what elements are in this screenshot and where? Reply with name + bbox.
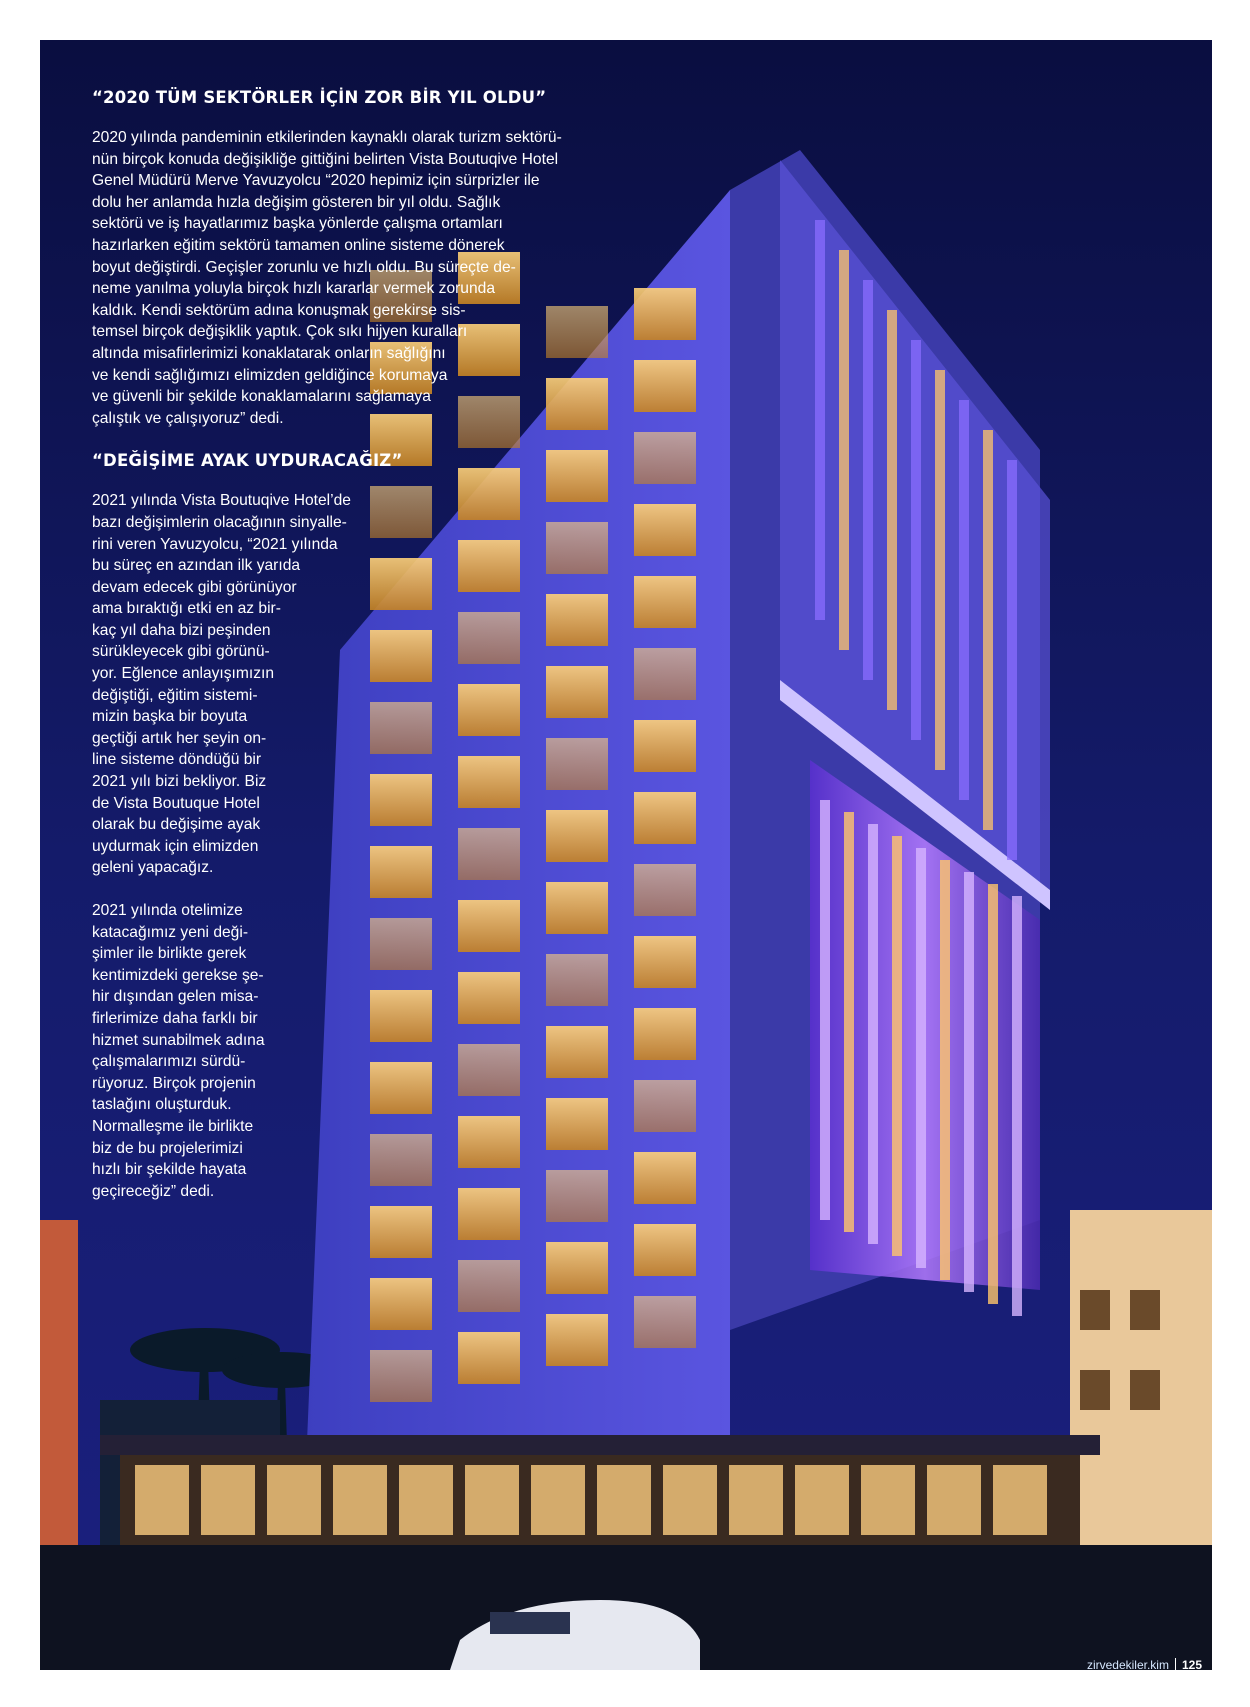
article-text [92,88,672,1202]
right-building-window [1130,1370,1160,1410]
facade-fin [887,310,897,710]
right-building-window [1080,1290,1110,1330]
right-building-window [1130,1290,1160,1330]
ground-window [333,1465,387,1535]
facade-fin [892,836,902,1256]
right-building-window [1080,1370,1110,1410]
footer-site: zirvedekiler.kim [1086,1657,1169,1672]
ground-window [663,1465,717,1535]
facade-fin [911,340,921,740]
hotel-window [634,1224,696,1276]
page-footer [1079,1655,1208,1674]
paragraph-1: 2020 yılında pandeminin etkilerinden kaynaklı olarak turizm sektörü- nün birçok konuda değişikliğe gittiğini belirten Vista Boutuqive Hotel Genel Müdürü Merve Yavuzyolcu “2020 hepimiz için sürprizler ile dolu her anlamda hızla değişim gösteren bir yıl oldu. Sağlık sektörü ve iş hayatlarımız başka yönlerde çalışma ortamları hazırlarken eğitim sektörü tamamen online sisteme dönerek boyut değiştirdi. Geçişler zorunlu ve hızlı oldu. Bu süreçte de- neme yanılma yoluyla birçok hızlı kararlar vermek zorunda kaldık. Kendi sektörüm adına konuşmak gerekirse sis- temsel birçok değişiklik yaptık. Çok sıkı hijyen kuralları altında misafirlerimizi konaklatarak onların sağlığını ve kendi sağlığımızı elimizden geldiğince korumaya ve güvenli bir şekilde konaklamalarını sağlamaya çalıştık ve çalışıyoruz” dedi. [92,129,562,427]
facade-fin [815,220,825,620]
paragraph-2: 2021 yılında Vista Boutuqive Hotel’de bazı değişimlerin olacağının sinyalle- rini veren Yavuzyolcu, “2021 yılında bu süreç en azından ilk yarıda devam edecek gibi görünüyor ama bıraktığı etki en az bir- kaç yıl daha bizi peşinden sürükleyecek gibi görünü- yor. Eğlence anlayışımızın değiştiği, eğitim sistemi- mizin başka bir boyuta geçtiği artık her şeyin on- line sisteme döndüğü bir 2021 yılı bizi bekliyor. Biz de Vista Boutuque Hotel olarak bu değişime ayak uydurmak için elimizden geleni yapacağız. [92,492,351,877]
car-window [490,1612,570,1634]
facade-fin [868,824,878,1244]
facade-fin [863,280,873,680]
paragraph-3: 2021 yılında otelimize katacağımız yeni deği- şimler ile birlikte gerek kentimizdeki gerekse şe- hir dışından gelen misa- firlerimize daha farklı bir hizmet sunabilmek adına çalışmalarımızı sürdü- rüyoruz. Birçok projenin taslağını oluşturduk. Normalleşme ile birlikte biz de bu projelerimizi hızlı bir şekilde hayata geçireceğiz” dedi. [92,902,265,1200]
heading-change: “DEĞİŞİME AYAK UYDURACAĞIZ” [92,451,403,471]
ground-window [399,1465,453,1535]
facade-fin [935,370,945,770]
facade-fin [1012,896,1022,1316]
facade-fin [839,250,849,650]
hotel-window [370,1278,432,1330]
hotel-window [458,1332,520,1384]
ground-window [795,1465,849,1535]
ground-window [531,1465,585,1535]
hotel-photo [40,40,1212,1670]
facade-fin [988,884,998,1304]
ground-window [729,1465,783,1535]
hotel-window [546,1314,608,1366]
ground-window [465,1465,519,1535]
ground-window [597,1465,651,1535]
facade-fin [844,812,854,1232]
facade-fin [1007,460,1017,860]
facade-fin [820,800,830,1220]
ground-window [993,1465,1047,1535]
ground-window [861,1465,915,1535]
ground-window [267,1465,321,1535]
hotel-window [458,1260,520,1312]
facade-fin [940,860,950,1280]
heading-2020: “2020 TÜM SEKTÖRLER İÇİN ZOR BİR YIL OLDU” [92,88,547,107]
hotel-window [546,1242,608,1294]
facade-fin [959,400,969,800]
hotel-window [370,1350,432,1402]
ground-window [201,1465,255,1535]
hotel-window [634,1296,696,1348]
facade-fin [983,430,993,830]
ground-window [927,1465,981,1535]
facade-fin [916,848,926,1268]
ground-window [135,1465,189,1535]
facade-fin [964,872,974,1292]
ground-canopy [100,1435,1100,1455]
page-number: 125 [1181,1657,1202,1672]
hotel-window [370,1206,432,1258]
